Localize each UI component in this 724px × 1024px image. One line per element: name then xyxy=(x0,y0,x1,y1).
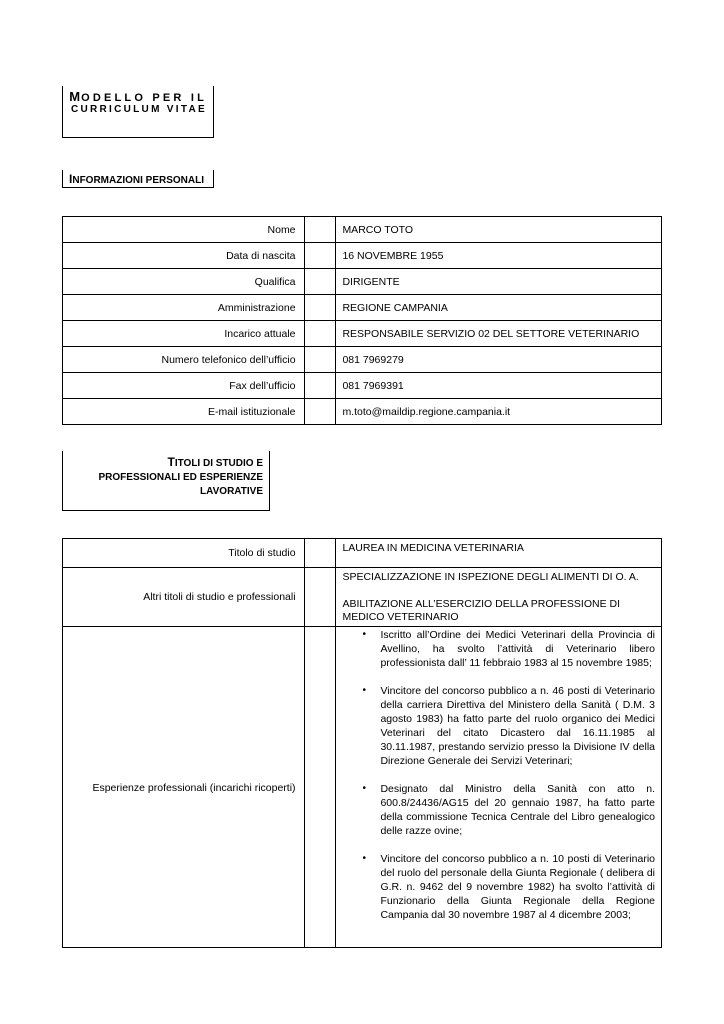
bullet-icon: • xyxy=(362,685,366,696)
field-value: DIRIGENTE xyxy=(336,269,662,295)
field-value: MARCO TOTO xyxy=(336,217,662,243)
table-row xyxy=(63,373,662,399)
field-value: m.toto@maildip.regione.campania.it xyxy=(336,399,662,425)
table-row-altri-titoli xyxy=(63,568,662,627)
field-label: Amministrazione xyxy=(63,295,305,321)
experience-text: Vincitore del concorso pubblico a n. 46 posti di Veterinario della carriera Direttiva del Ministero della Sanità ( D.M. 3 agosto 1983) ha fatto parte del ruolo organico dei Medici Veterinari del citato Dicastero dal 16.11.1985 al 30.11.1987, prestando servizio presso la Divisione IV della Direzione Generale dei Servizi Veterinari; xyxy=(380,685,655,767)
studies-table xyxy=(62,538,662,948)
bullet-icon: • xyxy=(362,629,366,640)
field-value: REGIONE CAMPANIA xyxy=(336,295,662,321)
list-item xyxy=(336,852,661,922)
table-row xyxy=(63,399,662,425)
experience-text: Iscritto all’Ordine dei Medici Veterinari della Provincia di Avellino, ha svolto l’attività di Veterinario libero professionista dall’ 11 febbraio 1983 al 15 novembre 1985; xyxy=(380,629,655,669)
personal-info-table xyxy=(62,216,662,425)
table-row xyxy=(63,295,662,321)
document-title-box xyxy=(62,86,214,138)
experience-text: Designato dal Ministro della Sanità con atto n. 600.8/24436/AG15 del 20 gennaio 1987, ha fatto parte della commissione Tecnica Centrale del Libro genealogico delle razze ovine; xyxy=(380,783,655,837)
field-label: Nome xyxy=(63,217,305,243)
list-item xyxy=(336,684,661,768)
field-label: Incarico attuale xyxy=(63,321,305,347)
field-value: 16 NOVEMBRE 1955 xyxy=(336,243,662,269)
label-altri-titoli: Altri titoli di studio e professionali xyxy=(63,568,305,627)
field-label: Numero telefonico dell’ufficio xyxy=(63,347,305,373)
document-title-line2: CURRICULUM VITAE xyxy=(70,104,207,115)
field-value: 081 7969391 xyxy=(336,373,662,399)
field-value: RESPONSABILE SERVIZIO 02 DEL SETTORE VETERINARIO xyxy=(336,321,662,347)
list-item xyxy=(336,782,661,838)
field-label: E-mail istituzionale xyxy=(63,399,305,425)
field-value: 081 7969279 xyxy=(336,347,662,373)
table-row xyxy=(63,321,662,347)
bullet-icon: • xyxy=(362,853,366,864)
label-titolo-studio: Titolo di studio xyxy=(63,539,305,568)
document-title-line1: MODELLO PER IL xyxy=(69,89,207,104)
bullet-icon: • xyxy=(362,783,366,794)
experience-text: Vincitore del concorso pubblico a n. 10 posti di Veterinario del ruolo del personale della Giunta Regionale ( delibera di G.R. n. 9462 del 9 novembre 1982) ha svolto l’attività di Funzionario della Giunta Regionale della Regione Campania dal 30 novembre 1987 al 4 dicembre 2003; xyxy=(380,853,655,921)
list-item xyxy=(336,628,661,670)
value-titolo-studio: LAUREA IN MEDICINA VETERINARIA xyxy=(336,539,662,568)
table-row xyxy=(63,217,662,243)
table-row-titolo xyxy=(63,539,662,568)
table-row xyxy=(63,269,662,295)
value-altri-titoli: SPECIALIZZAZIONE IN ISPEZIONE DEGLI ALIMENTI DI O. A. ABILITAZIONE ALL’ESERCIZIO DELLA PROFESSIONE DI MEDICO VETERINARIO xyxy=(336,568,662,627)
experience-list xyxy=(336,628,661,922)
section-header-studies-experience: TITOLI DI STUDIO E PROFESSIONALI ED ESPERIENZE LAVORATIVE xyxy=(62,451,270,511)
table-row xyxy=(63,347,662,373)
field-label: Data di nascita xyxy=(63,243,305,269)
label-esperienze: Esperienze professionali (incarichi ricoperti) xyxy=(63,627,305,948)
field-label: Qualifica xyxy=(63,269,305,295)
value-esperienze xyxy=(336,627,662,948)
table-row-esperienze xyxy=(63,627,662,948)
section-header-personal-info: INFORMAZIONI PERSONALI xyxy=(62,170,214,188)
table-row xyxy=(63,243,662,269)
field-label: Fax dell’ufficio xyxy=(63,373,305,399)
